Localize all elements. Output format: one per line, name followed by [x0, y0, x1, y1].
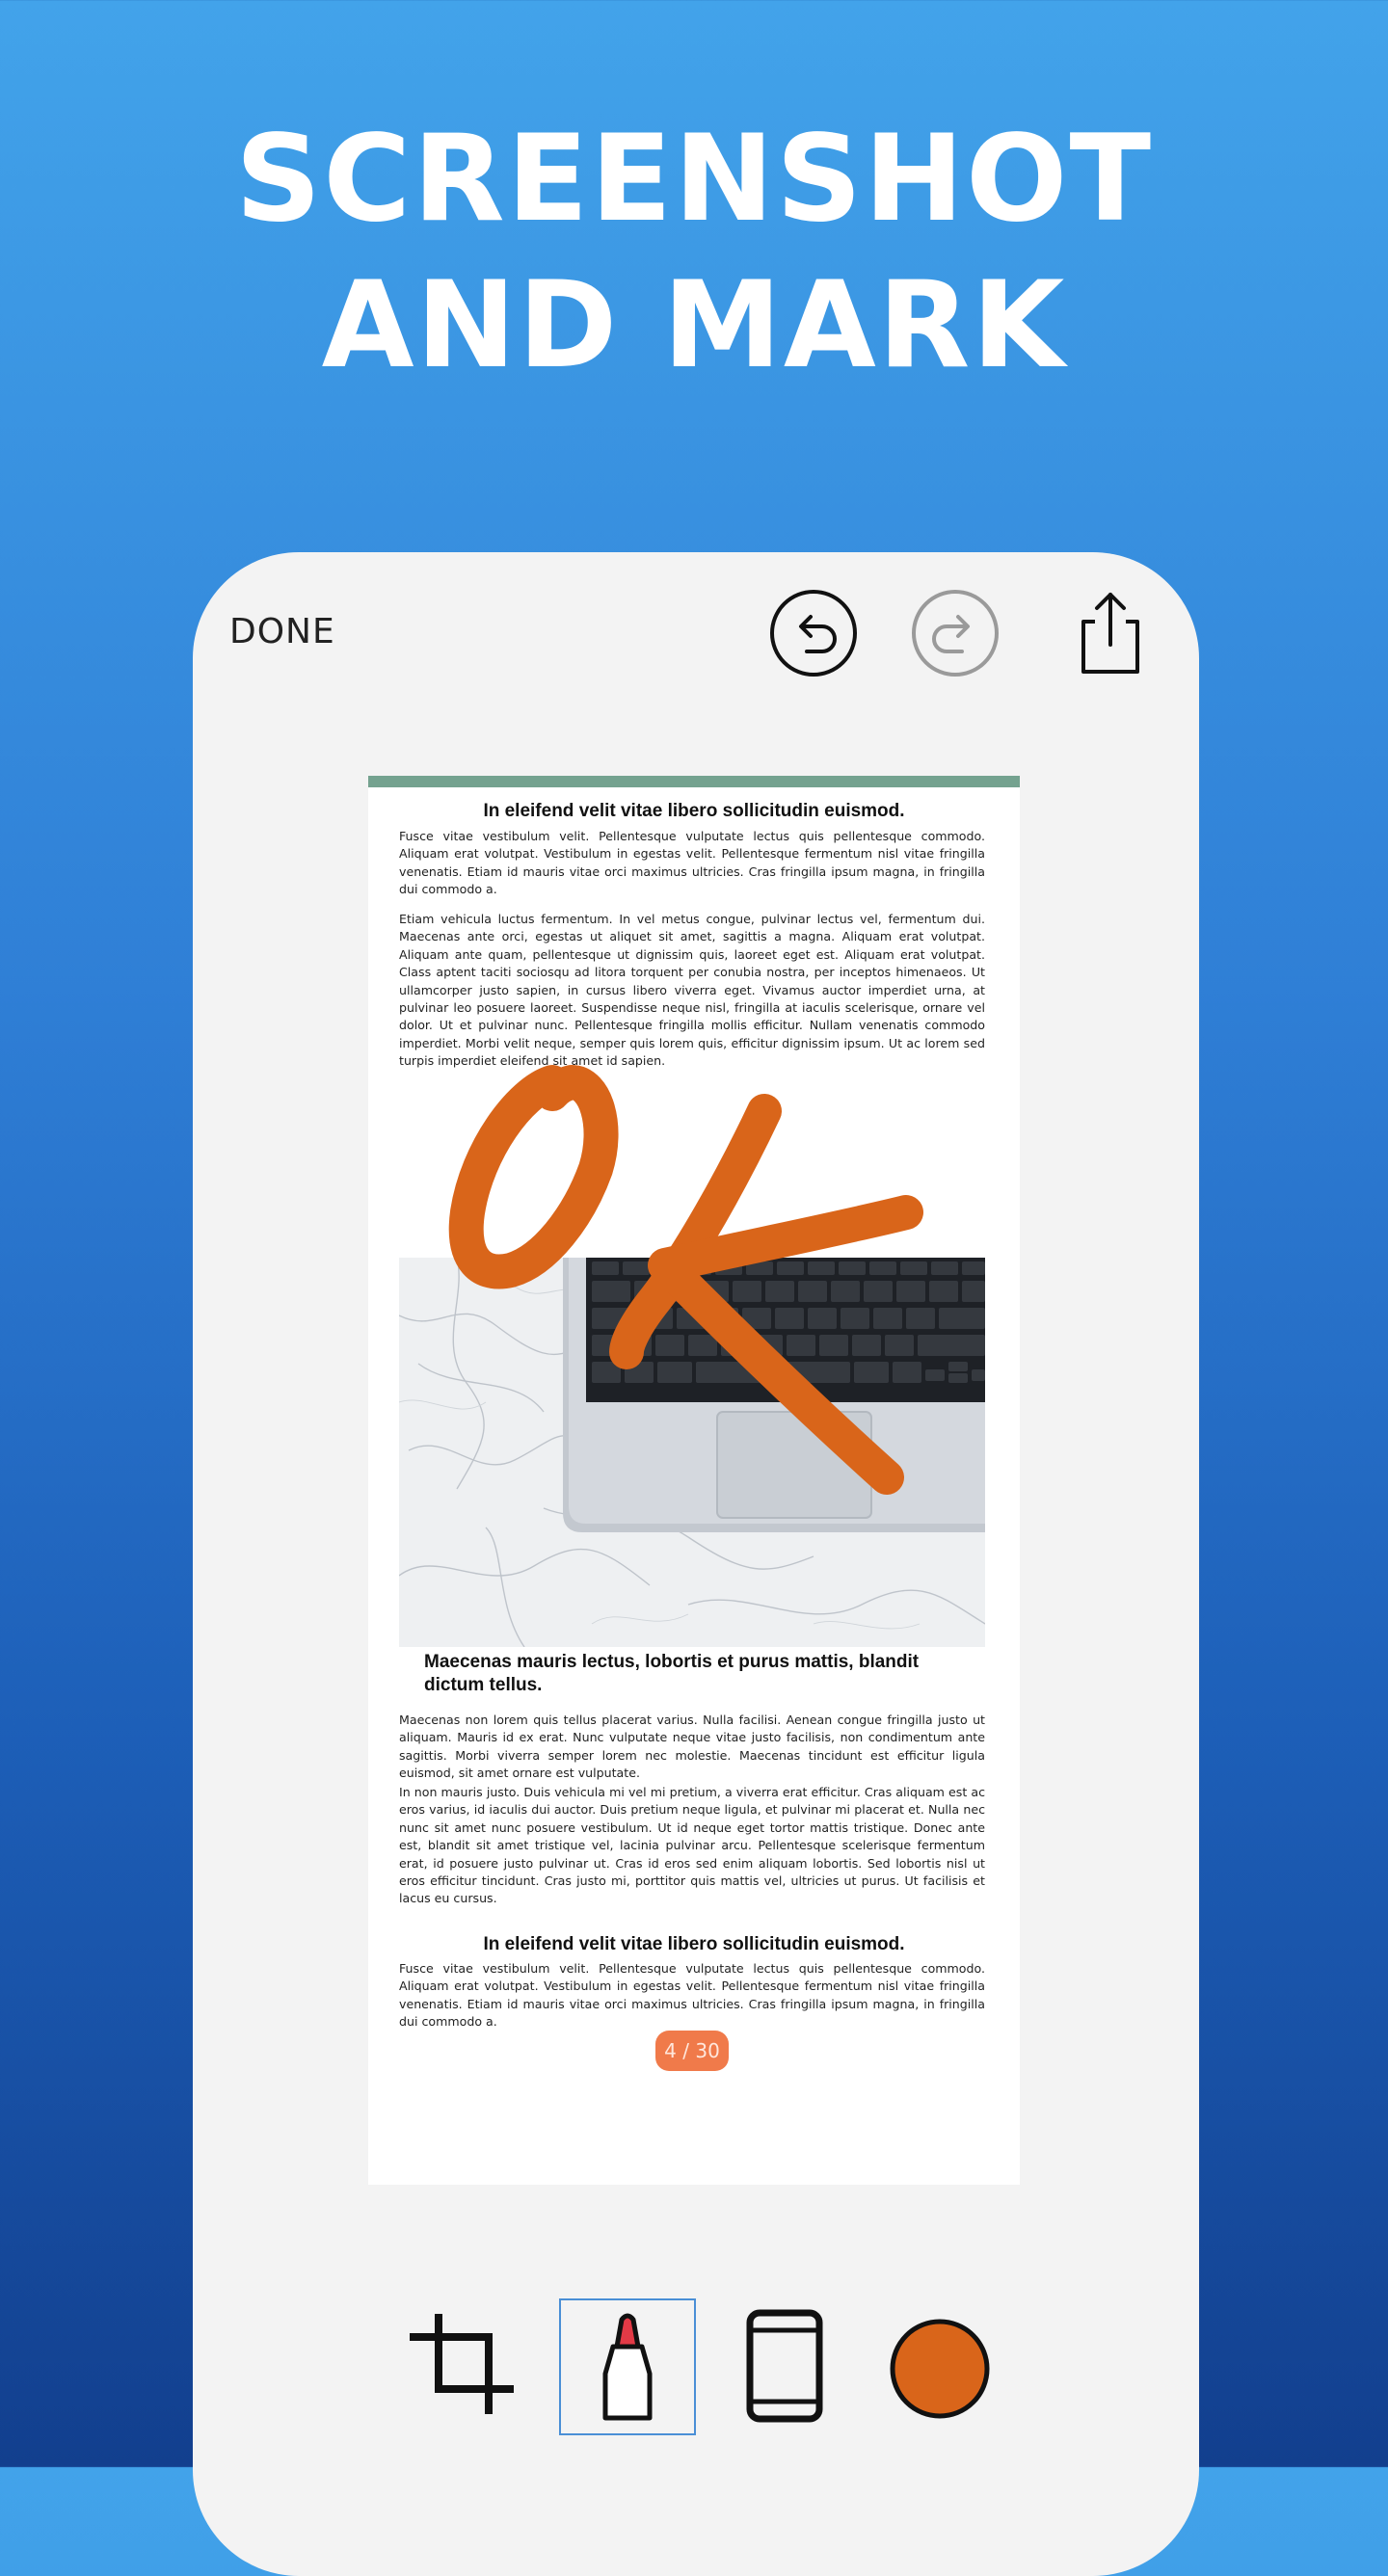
device-frame-icon[interactable] [746, 2309, 823, 2423]
marker-icon [596, 2312, 659, 2426]
marker-tool-selected[interactable] [559, 2298, 696, 2435]
document-paragraph: Maecenas non lorem quis tellus placerat varius. Nulla facilisi. Aenean congue fringilla justo ut aliquam. Mauris id ex erat. Nunc vulputate neque vitae justo facilisis, non condimentum ante sagittis. Morbi viverra semper lorem nec molestie. Maecenas tincidunt est efficitur ligula euismod, sit amet ornare est vulputate. [399, 1713, 985, 1781]
document-paragraph: Fusce vitae vestibulum velit. Pellentesque vulputate lectus quis pellentesque commodo. Aliquam erat volutpat. Vestibulum in egestas velit. Pellentesque fermentum nisl vitae fringilla venenatis. Etiam id mauris vitae orci maximus ultricies. Cras fringilla ipsum magna, in fringilla dui commodo a. [399, 829, 985, 897]
document-heading: Maecenas mauris lectus, lobortis et purus mattis, blandit dictum tellus. [424, 1652, 920, 1695]
ok-annotation[interactable] [193, 552, 1199, 1709]
headline [0, 106, 1388, 399]
headline-line-1: SCREENSHOT [234, 110, 1154, 249]
done-button[interactable]: DONE [229, 612, 335, 651]
document-paragraph: In non mauris justo. Duis vehicula mi vel mi pretium, a viverra erat efficitur. Cras aliquam est ac eros varius, id iaculis dui auctor. Duis pretium neque ligula, et pulvinar mi placerat et. Nulla nec nunc sit amet nunc posuere vestibulum. Ut id neque eget tortor mattis tristique. Donec ante est, blandit sit amet tristique vel, lacinia pulvinar arcu. Pellentesque scelerisque fermentum erat, id posuere justo pulvinar ut. Cras id eros sed enim aliquam lobortis. Sed lobortis nisl ut eros efficitur tincidunt. Cras justo mi, porttitor quis mattis vel, ultricies ut purus. Ut facilisis et lacus eu cursus. [399, 1785, 985, 1906]
crop-icon[interactable] [410, 2314, 525, 2420]
headline-line-2: AND MARK [321, 256, 1067, 395]
document-paragraph: Fusce vitae vestibulum velit. Pellentesque vulputate lectus quis pellentesque commodo. Aliquam erat volutpat. Vestibulum in egestas velit. Pellentesque fermentum nisl vitae fringilla venenatis. Etiam id mauris vitae orci maximus ultricies. Cras fringilla ipsum magna, in fringilla dui commodo a. [399, 1961, 985, 2030]
page-indicator: 4 / 30 [655, 2031, 729, 2071]
document-heading: In eleifend velit vitae libero sollicitudin euismod. [483, 1934, 905, 1954]
document-heading: In eleifend velit vitae libero sollicitudin euismod. [483, 801, 905, 821]
phone-frame [193, 552, 1199, 2576]
color-swatch[interactable] [889, 2318, 991, 2420]
document-paragraph: Etiam vehicula luctus fermentum. In vel metus congue, pulvinar lectus vel, fermentum dui. Maecenas ante orci, egestas ut aliquet sit amet, sagittis a magna. Aliquam erat volutpat. Aliquam ante quam, pellentesque ut dignissim quis, laoreet eget est. Aliquam erat volutpat. Class aptent taciti sociosqu ad litora torquent per conubia nostra, per inceptos himenaeos. Ut ullamcorper justo sapien, in cursus libero viverra eget. Vivamus auctor imperdiet urna, at pulvinar leo posuere laoreet. Suspendisse neque nisl, fringilla at iaculis scelerisque, ornare vel dolor. Ut et pulvinar nunc. Pellentesque fringilla mollis efficitur. Nullam venenatis commodo imperdiet. Morbi velit neque, semper quis lorem quis, efficitur dignissim ipsum. Ut ac lorem sed turpis imperdiet eleifend sit amet id sapien. [399, 912, 985, 1069]
